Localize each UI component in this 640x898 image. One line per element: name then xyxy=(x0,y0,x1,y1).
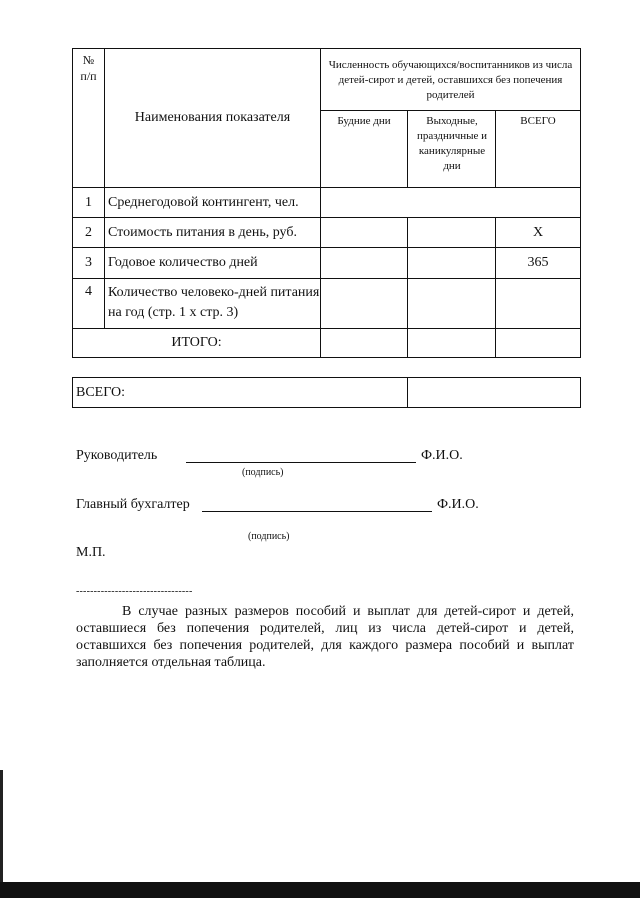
head-signature-caption: (подпись) xyxy=(242,467,284,478)
header-total: ВСЕГО xyxy=(520,115,556,127)
row-4-holidays[interactable] xyxy=(408,279,495,328)
row-3-num: 3 xyxy=(85,255,92,270)
stamp-place: М.П. xyxy=(76,545,106,560)
header-num: № п/п xyxy=(80,53,97,83)
row-3-holidays[interactable] xyxy=(408,248,495,278)
head-signature-line[interactable] xyxy=(186,462,416,463)
accountant-signature-line[interactable] xyxy=(202,511,432,512)
header-group: Численность обучающихся/воспитанников из числа детей-сирот и детей, оставшихся без попечения родителей xyxy=(328,58,573,101)
scan-edge-shadow xyxy=(0,770,3,882)
row-3-total: 365 xyxy=(527,255,549,270)
row-4-name: Количество человеко-дней питания на год (стр. 1 х стр. 3) xyxy=(108,285,320,320)
grand-total-label: ВСЕГО: xyxy=(76,384,125,400)
row-2-holidays[interactable] xyxy=(408,218,495,247)
row-2-name: Стоимость питания в день, руб. xyxy=(108,224,297,240)
grand-total-value[interactable] xyxy=(408,378,580,407)
header-indicator: Наименования показателя xyxy=(134,110,291,125)
footnote-text: В случае разных размеров пособий и выплат для детей-сирот и детей, оставшиеся без попечения родителей, лиц из числа детей-сирот и детей, оставшихся без попечения родителей, для каждого размера пособий и выплат заполняется отдельная таблица. xyxy=(76,604,574,670)
row-1-num: 1 xyxy=(85,194,92,210)
row-3-weekdays[interactable] xyxy=(321,248,407,278)
row-2-weekdays[interactable] xyxy=(321,218,407,247)
header-weekdays: Будние дни xyxy=(337,115,391,127)
total-row-label: ИТОГО: xyxy=(171,335,222,350)
accountant-label: Главный бухгалтер xyxy=(76,497,190,512)
row-3-name: Годовое количество дней xyxy=(108,255,258,270)
head-label: Руководитель xyxy=(76,448,158,463)
scan-bottom-border xyxy=(0,882,640,898)
row-4-weekdays[interactable] xyxy=(321,279,407,328)
footnote-separator: --------------------------------- xyxy=(76,586,193,597)
row-1-name: Среднегодовой контингент, чел. xyxy=(108,194,299,210)
row-1-merged-value[interactable] xyxy=(321,188,580,217)
row-2-num: 2 xyxy=(85,224,92,240)
accountant-fio: Ф.И.О. xyxy=(437,497,479,512)
row-4-total[interactable] xyxy=(496,279,580,328)
head-fio: Ф.И.О. xyxy=(421,448,463,463)
accountant-signature-caption: (подпись) xyxy=(248,531,290,542)
row-4-num: 4 xyxy=(85,284,92,299)
row-2-total: X xyxy=(532,224,544,240)
header-holidays: Выходные, праздничные и каникулярные дни xyxy=(416,115,488,172)
